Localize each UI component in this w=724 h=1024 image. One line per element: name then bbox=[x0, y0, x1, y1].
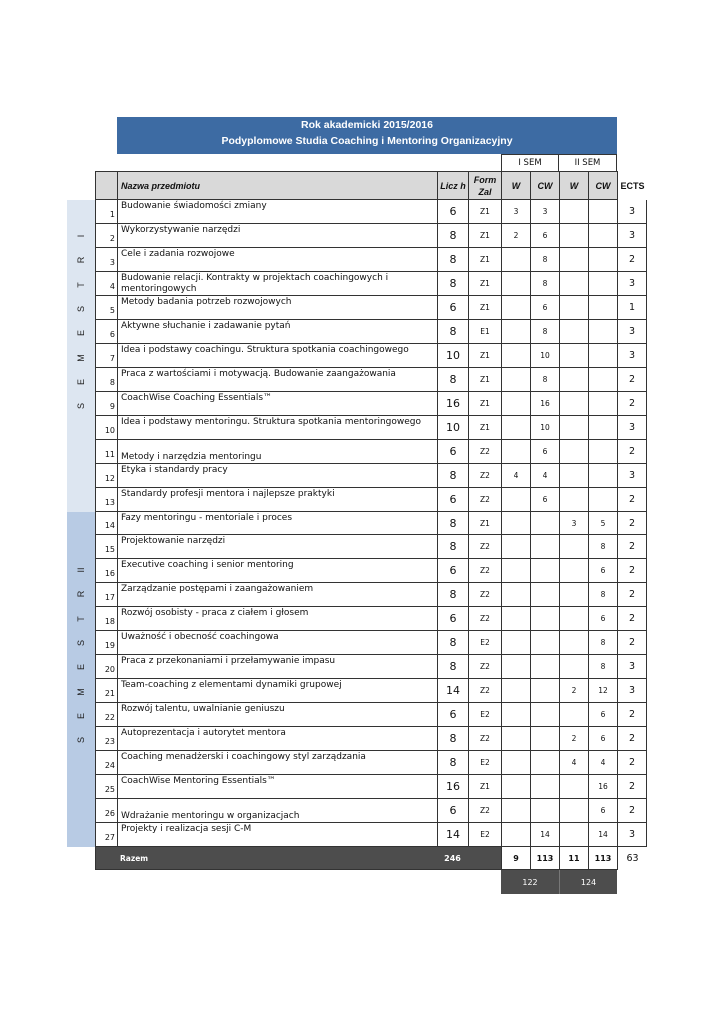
sem2-w bbox=[559, 416, 588, 440]
subject-hours: 8 bbox=[437, 224, 468, 248]
subject-form: Z2 bbox=[468, 559, 501, 583]
row-number: 2 bbox=[95, 224, 117, 248]
sem2-w bbox=[559, 296, 588, 320]
sem1-w: 3 bbox=[501, 200, 530, 224]
sem2-w: 2 bbox=[559, 679, 588, 703]
sem2-cw: 6 bbox=[588, 727, 617, 751]
sem2-cw: 5 bbox=[588, 512, 617, 535]
subject-name: Metody badania potrzeb rozwojowych bbox=[117, 296, 437, 320]
sem1-w: 2 bbox=[501, 224, 530, 248]
subject-hours: 8 bbox=[437, 751, 468, 775]
sem2-w bbox=[559, 488, 588, 512]
sem2-w bbox=[559, 320, 588, 344]
sem2-w bbox=[559, 224, 588, 248]
sem2-w bbox=[559, 464, 588, 488]
column-header-cw-sem1: CW bbox=[530, 171, 559, 200]
sem2-cw: 6 bbox=[588, 799, 617, 823]
sem1-w bbox=[501, 535, 530, 559]
subject-form: Z1 bbox=[468, 344, 501, 368]
sem1-w bbox=[501, 368, 530, 392]
subject-form: E1 bbox=[468, 320, 501, 344]
sem1-w bbox=[501, 512, 530, 535]
sem2-w bbox=[559, 703, 588, 727]
sem1-cw bbox=[530, 607, 559, 631]
totals-sem2-cw: 113 bbox=[588, 847, 617, 870]
sem1-w bbox=[501, 272, 530, 296]
row-number: 15 bbox=[95, 535, 117, 559]
subject-ects: 1 bbox=[617, 296, 647, 320]
sem2-cw bbox=[588, 320, 617, 344]
subject-hours: 10 bbox=[437, 416, 468, 440]
sem1-w bbox=[501, 296, 530, 320]
row-number: 10 bbox=[95, 416, 117, 440]
row-number: 21 bbox=[95, 679, 117, 703]
sem1-cw: 10 bbox=[530, 416, 559, 440]
subject-ects: 3 bbox=[617, 464, 647, 488]
sem1-cw: 8 bbox=[530, 320, 559, 344]
subject-form: Z2 bbox=[468, 440, 501, 464]
subject-name: Rozwój talentu, uwalnianie geniuszu bbox=[117, 703, 437, 727]
sem2-cw: 6 bbox=[588, 559, 617, 583]
row-number: 1 bbox=[95, 200, 117, 224]
sem1-cw bbox=[530, 583, 559, 607]
subject-ects: 3 bbox=[617, 200, 647, 224]
subject-name: Rozwój osobisty - praca z ciałem i głosem bbox=[117, 607, 437, 631]
subject-form: E2 bbox=[468, 703, 501, 727]
subject-hours: 8 bbox=[437, 248, 468, 272]
subject-ects: 2 bbox=[617, 751, 647, 775]
sem2-cw bbox=[588, 248, 617, 272]
column-header-hours: Licz h bbox=[437, 171, 468, 200]
subject-name: Wykorzystywanie narzędzi bbox=[117, 224, 437, 248]
sem1-w bbox=[501, 727, 530, 751]
subject-form: Z1 bbox=[468, 200, 501, 224]
sem2-cw: 6 bbox=[588, 703, 617, 727]
subject-form: Z1 bbox=[468, 416, 501, 440]
sem1-cw bbox=[530, 655, 559, 679]
subject-hours: 14 bbox=[437, 679, 468, 703]
row-number: 16 bbox=[95, 559, 117, 583]
sem2-cw bbox=[588, 464, 617, 488]
row-number: 14 bbox=[95, 512, 117, 535]
column-header-name: Nazwa przedmiotu bbox=[117, 171, 437, 200]
subject-form: Z1 bbox=[468, 392, 501, 416]
subject-name: Budowanie świadomości zmiany bbox=[117, 200, 437, 224]
subject-name: Autoprezentacja i autorytet mentora bbox=[117, 727, 437, 751]
sem1-cw: 8 bbox=[530, 272, 559, 296]
subject-name: Executive coaching i senior mentoring bbox=[117, 559, 437, 583]
totals-label: Razem bbox=[120, 854, 149, 863]
subject-form: Z1 bbox=[468, 224, 501, 248]
header-no-cell bbox=[95, 171, 117, 200]
subject-ects: 3 bbox=[617, 344, 647, 368]
subject-form: Z1 bbox=[468, 248, 501, 272]
subject-form: E2 bbox=[468, 823, 501, 847]
row-number: 5 bbox=[95, 296, 117, 320]
sem2-w bbox=[559, 248, 588, 272]
semester-1-label-letter: S bbox=[76, 305, 86, 312]
subject-name: Zarządzanie postępami i zaangażowaniem bbox=[117, 583, 437, 607]
sem1-w bbox=[501, 559, 530, 583]
sem2-w bbox=[559, 631, 588, 655]
sem2-cw bbox=[588, 488, 617, 512]
sem2-w: 3 bbox=[559, 512, 588, 535]
semester-1-label-letter: R bbox=[76, 257, 86, 264]
subject-name: Team-coaching z elementami dynamiki grupowej bbox=[117, 679, 437, 703]
sem2-w bbox=[559, 559, 588, 583]
sem2-w bbox=[559, 440, 588, 464]
subject-ects: 2 bbox=[617, 392, 647, 416]
sem1-w: 4 bbox=[501, 464, 530, 488]
subject-hours: 8 bbox=[437, 535, 468, 559]
subject-hours: 8 bbox=[437, 655, 468, 679]
sem2-w bbox=[559, 799, 588, 823]
sem2-cw bbox=[588, 416, 617, 440]
sem2-w bbox=[559, 775, 588, 799]
column-header-cw-sem2: CW bbox=[588, 171, 617, 200]
sem1-w bbox=[501, 775, 530, 799]
row-number: 9 bbox=[95, 392, 117, 416]
sem1-header: I SEM bbox=[501, 154, 559, 171]
subject-ects: 2 bbox=[617, 703, 647, 727]
subject-hours: 8 bbox=[437, 368, 468, 392]
row-number: 27 bbox=[95, 823, 117, 847]
subject-ects: 3 bbox=[617, 823, 647, 847]
sem2-cw: 12 bbox=[588, 679, 617, 703]
table-title-banner bbox=[117, 117, 617, 154]
sem2-w bbox=[559, 655, 588, 679]
semester-1-label-letter: T bbox=[76, 281, 86, 288]
subject-ects: 2 bbox=[617, 440, 647, 464]
sem1-w bbox=[501, 655, 530, 679]
sem2-header: II SEM bbox=[559, 154, 617, 171]
sem1-w bbox=[501, 392, 530, 416]
subject-hours: 6 bbox=[437, 296, 468, 320]
row-number: 23 bbox=[95, 727, 117, 751]
row-number: 4 bbox=[95, 272, 117, 296]
totals-hours: 246 bbox=[444, 854, 461, 863]
subject-name: Projektowanie narzędzi bbox=[117, 535, 437, 559]
subject-form: Z2 bbox=[468, 607, 501, 631]
sem1-cw: 6 bbox=[530, 488, 559, 512]
row-number: 19 bbox=[95, 631, 117, 655]
sem2-w bbox=[559, 272, 588, 296]
subject-name: CoachWise Coaching Essentials™ bbox=[117, 392, 437, 416]
sem1-total: 122 bbox=[501, 870, 559, 894]
subject-ects: 2 bbox=[617, 535, 647, 559]
sem2-w bbox=[559, 823, 588, 847]
row-number: 26 bbox=[95, 799, 117, 823]
subject-ects: 3 bbox=[617, 416, 647, 440]
column-header-w-sem1: W bbox=[501, 171, 530, 200]
sem2-cw: 16 bbox=[588, 775, 617, 799]
subject-ects: 2 bbox=[617, 248, 647, 272]
subject-hours: 8 bbox=[437, 583, 468, 607]
row-number: 18 bbox=[95, 607, 117, 631]
sem2-w bbox=[559, 200, 588, 224]
sem2-cw: 8 bbox=[588, 583, 617, 607]
subject-hours: 16 bbox=[437, 775, 468, 799]
subject-hours: 8 bbox=[437, 320, 468, 344]
subject-ects: 2 bbox=[617, 368, 647, 392]
subject-form: Z2 bbox=[468, 535, 501, 559]
sem2-cw: 6 bbox=[588, 607, 617, 631]
subject-form: Z1 bbox=[468, 775, 501, 799]
semester-1-label-letter: E bbox=[76, 330, 86, 337]
sem1-w bbox=[501, 703, 530, 727]
subject-ects: 2 bbox=[617, 727, 647, 751]
sem1-w bbox=[501, 751, 530, 775]
row-number: 13 bbox=[95, 488, 117, 512]
sem1-w bbox=[501, 320, 530, 344]
subject-hours: 6 bbox=[437, 559, 468, 583]
sem2-cw bbox=[588, 200, 617, 224]
column-header-form: Form Zal bbox=[468, 171, 501, 200]
semester-2-label-letter: E bbox=[76, 712, 86, 719]
subject-name: Fazy mentoringu - mentoriale i proces bbox=[117, 512, 437, 535]
sem1-cw bbox=[530, 631, 559, 655]
row-number: 25 bbox=[95, 775, 117, 799]
sem2-cw bbox=[588, 272, 617, 296]
sem1-cw bbox=[530, 679, 559, 703]
sem1-cw: 6 bbox=[530, 296, 559, 320]
subject-name: Wdrażanie mentoringu w organizacjach bbox=[117, 799, 437, 823]
subject-form: Z1 bbox=[468, 296, 501, 320]
row-number: 20 bbox=[95, 655, 117, 679]
sem1-w bbox=[501, 631, 530, 655]
subject-ects: 3 bbox=[617, 679, 647, 703]
semester-1-label-letter: S bbox=[76, 403, 86, 410]
subject-ects: 2 bbox=[617, 799, 647, 823]
subject-hours: 8 bbox=[437, 631, 468, 655]
subject-form: Z2 bbox=[468, 799, 501, 823]
subject-ects: 3 bbox=[617, 224, 647, 248]
totals-sem2-w: 11 bbox=[559, 847, 588, 870]
subject-hours: 8 bbox=[437, 464, 468, 488]
subject-hours: 6 bbox=[437, 607, 468, 631]
sem1-w bbox=[501, 607, 530, 631]
subject-name: Praca z przekonaniami i przełamywanie impasu bbox=[117, 655, 437, 679]
sem2-w bbox=[559, 392, 588, 416]
sem2-w bbox=[559, 535, 588, 559]
sem1-w bbox=[501, 679, 530, 703]
subject-name: Aktywne słuchanie i zadawanie pytań bbox=[117, 320, 437, 344]
subject-ects: 2 bbox=[617, 583, 647, 607]
subject-form: Z1 bbox=[468, 272, 501, 296]
subject-form: Z2 bbox=[468, 488, 501, 512]
subject-hours: 8 bbox=[437, 272, 468, 296]
row-number: 11 bbox=[95, 440, 117, 464]
sem2-w: 2 bbox=[559, 727, 588, 751]
subject-hours: 10 bbox=[437, 344, 468, 368]
row-number: 6 bbox=[95, 320, 117, 344]
sem2-cw: 8 bbox=[588, 631, 617, 655]
subject-name: Metody i narzędzia mentoringu bbox=[117, 440, 437, 464]
semester-2-label-letter: R bbox=[76, 591, 86, 598]
subject-ects: 3 bbox=[617, 655, 647, 679]
column-header-ects: ECTS bbox=[617, 171, 647, 200]
subject-name: Idea i podstawy mentoringu. Struktura spotkania mentoringowego bbox=[117, 416, 437, 440]
subject-form: Z2 bbox=[468, 679, 501, 703]
sem2-cw: 8 bbox=[588, 535, 617, 559]
sem2-cw bbox=[588, 224, 617, 248]
subject-name: Etyka i standardy pracy bbox=[117, 464, 437, 488]
semester-2-label-letter: T bbox=[76, 615, 86, 622]
subject-ects: 2 bbox=[617, 631, 647, 655]
sem1-w bbox=[501, 248, 530, 272]
sem1-cw bbox=[530, 727, 559, 751]
sem2-w bbox=[559, 607, 588, 631]
sem2-cw bbox=[588, 440, 617, 464]
subject-name: Standardy profesji mentora i najlepsze praktyki bbox=[117, 488, 437, 512]
subject-form: Z1 bbox=[468, 368, 501, 392]
totals-sem1-cw: 113 bbox=[530, 847, 559, 870]
semester-1-label-letter: E bbox=[76, 378, 86, 385]
sem1-w bbox=[501, 583, 530, 607]
subject-name: Uważność i obecność coachingowa bbox=[117, 631, 437, 655]
subject-name: Projekty i realizacja sesji C-M bbox=[117, 823, 437, 847]
sem2-w: 4 bbox=[559, 751, 588, 775]
row-number: 22 bbox=[95, 703, 117, 727]
subject-ects: 3 bbox=[617, 272, 647, 296]
row-number: 7 bbox=[95, 344, 117, 368]
sem2-w bbox=[559, 368, 588, 392]
sem1-cw bbox=[530, 799, 559, 823]
subject-name: Idea i podstawy coachingu. Struktura spotkania coachingowego bbox=[117, 344, 437, 368]
sem1-cw bbox=[530, 535, 559, 559]
subject-name: Budowanie relacji. Kontrakty w projektach coachingowych i mentoringowych bbox=[117, 272, 437, 296]
subject-form: Z2 bbox=[468, 583, 501, 607]
sem1-cw: 8 bbox=[530, 248, 559, 272]
subject-form: E2 bbox=[468, 631, 501, 655]
subject-name: Coaching menadżerski i coachingowy styl zarządzania bbox=[117, 751, 437, 775]
row-number: 12 bbox=[95, 464, 117, 488]
totals-sem1-w: 9 bbox=[501, 847, 530, 870]
sem1-w bbox=[501, 416, 530, 440]
subject-hours: 6 bbox=[437, 440, 468, 464]
totals-ects: 63 bbox=[617, 847, 647, 870]
sem1-cw: 16 bbox=[530, 392, 559, 416]
sem1-cw bbox=[530, 751, 559, 775]
subject-name: Cele i zadania rozwojowe bbox=[117, 248, 437, 272]
subject-form: Z2 bbox=[468, 655, 501, 679]
sem2-cw: 14 bbox=[588, 823, 617, 847]
subject-hours: 14 bbox=[437, 823, 468, 847]
semester-2-label-letter: E bbox=[76, 664, 86, 671]
subject-form: Z2 bbox=[468, 464, 501, 488]
academic-year-title: Rok akademicki 2015/2016 bbox=[301, 119, 433, 131]
subject-ects: 2 bbox=[617, 607, 647, 631]
subject-hours: 16 bbox=[437, 392, 468, 416]
sem1-w bbox=[501, 488, 530, 512]
sem1-cw bbox=[530, 512, 559, 535]
semester-2-label-letter: II bbox=[76, 567, 86, 573]
subject-name: CoachWise Mentoring Essentials™ bbox=[117, 775, 437, 799]
sem2-cw bbox=[588, 344, 617, 368]
semester-2-label-letter: S bbox=[76, 639, 86, 646]
sem1-cw: 14 bbox=[530, 823, 559, 847]
sem1-cw: 3 bbox=[530, 200, 559, 224]
row-number: 3 bbox=[95, 248, 117, 272]
sem1-cw: 6 bbox=[530, 224, 559, 248]
program-title: Podyplomowe Studia Coaching i Mentoring Organizacyjny bbox=[221, 134, 513, 147]
subject-ects: 2 bbox=[617, 512, 647, 535]
subject-hours: 6 bbox=[437, 799, 468, 823]
subject-ects: 2 bbox=[617, 488, 647, 512]
sem2-w bbox=[559, 583, 588, 607]
semester-2-label-letter: S bbox=[76, 737, 86, 744]
subject-form: E2 bbox=[468, 751, 501, 775]
row-number: 24 bbox=[95, 751, 117, 775]
subject-hours: 8 bbox=[437, 512, 468, 535]
column-header-w-sem2: W bbox=[559, 171, 588, 200]
subject-name: Praca z wartościami i motywacją. Budowanie zaangażowania bbox=[117, 368, 437, 392]
sem2-w bbox=[559, 344, 588, 368]
sem1-cw: 4 bbox=[530, 464, 559, 488]
sem2-cw bbox=[588, 392, 617, 416]
subject-hours: 6 bbox=[437, 488, 468, 512]
sem1-cw: 8 bbox=[530, 368, 559, 392]
semester-1-label-letter: M bbox=[76, 353, 86, 362]
sem1-w bbox=[501, 440, 530, 464]
sem1-cw bbox=[530, 775, 559, 799]
subject-hours: 8 bbox=[437, 727, 468, 751]
sem1-cw bbox=[530, 559, 559, 583]
subject-ects: 2 bbox=[617, 559, 647, 583]
sem1-w bbox=[501, 344, 530, 368]
sem2-cw: 4 bbox=[588, 751, 617, 775]
sem2-cw bbox=[588, 368, 617, 392]
subject-form: Z1 bbox=[468, 512, 501, 535]
sem1-w bbox=[501, 823, 530, 847]
row-number: 17 bbox=[95, 583, 117, 607]
sem2-total: 124 bbox=[559, 870, 617, 894]
semester-2-label-letter: M bbox=[76, 687, 86, 696]
semester-1-label-letter: I bbox=[76, 234, 86, 238]
subject-ects: 3 bbox=[617, 320, 647, 344]
row-number: 8 bbox=[95, 368, 117, 392]
sem1-cw: 10 bbox=[530, 344, 559, 368]
sem1-w bbox=[501, 799, 530, 823]
subject-hours: 6 bbox=[437, 200, 468, 224]
sem1-cw: 6 bbox=[530, 440, 559, 464]
subject-hours: 6 bbox=[437, 703, 468, 727]
subject-ects: 2 bbox=[617, 775, 647, 799]
sem2-cw bbox=[588, 296, 617, 320]
subject-form: Z2 bbox=[468, 727, 501, 751]
sem1-cw bbox=[530, 703, 559, 727]
sem2-cw: 8 bbox=[588, 655, 617, 679]
